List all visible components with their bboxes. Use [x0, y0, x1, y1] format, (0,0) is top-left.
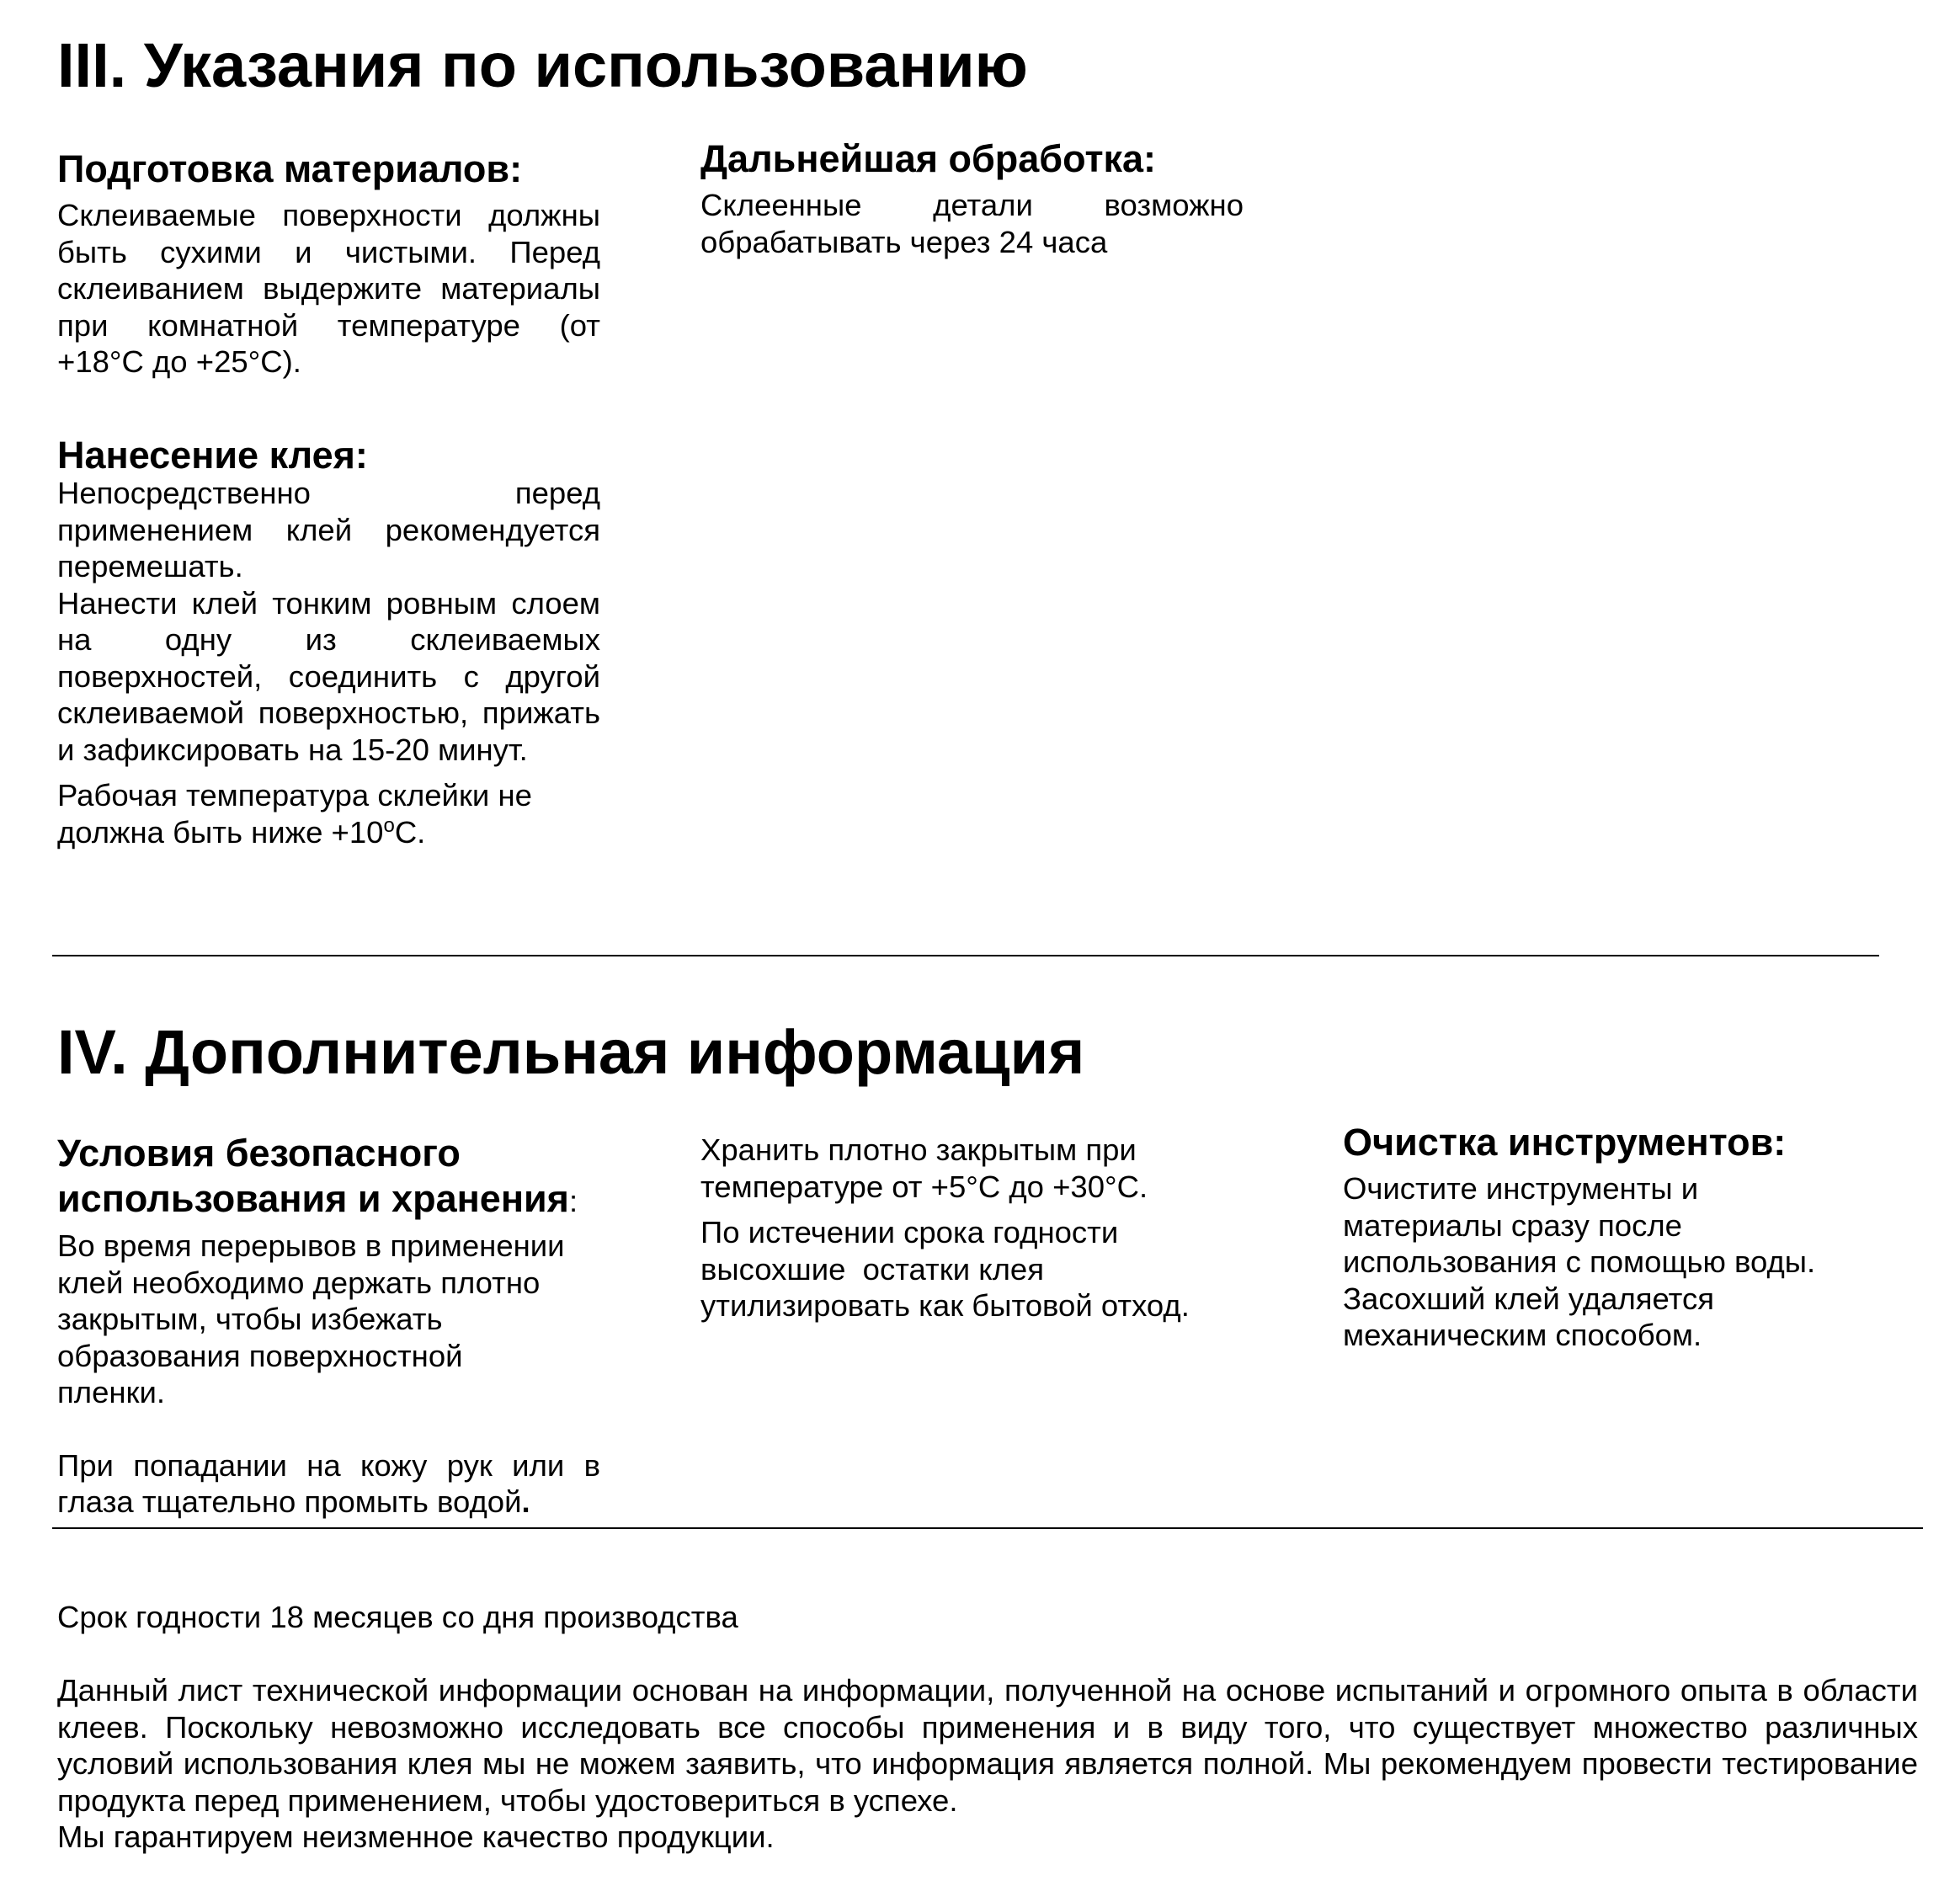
cleaning-line: материалы сразу после [1343, 1207, 1682, 1243]
apply-text-3-line1: Рабочая температура склейки не [57, 778, 532, 812]
storage-line: высохшие остатки клея [700, 1251, 1044, 1287]
safety-heading [57, 1131, 600, 1224]
cleaning-line: Засохший клей удаляется [1343, 1281, 1714, 1316]
prep-block [57, 147, 600, 381]
divider-2 [52, 1527, 1923, 1529]
guarantee-text: Мы гарантируем неизменное качество продукции. [57, 1819, 775, 1854]
storage-block [700, 1132, 1290, 1324]
safety-text-2-body: При попадании на кожу рук или в глаза тщательно промыть водой [57, 1447, 600, 1519]
safety-line: образования поверхностной [57, 1338, 463, 1373]
degree-sup: о [383, 813, 395, 837]
cleaning-text [1343, 1170, 1899, 1354]
safety-line: закрытым, чтобы избежать [57, 1302, 443, 1336]
apply-text-1: Непосредственно перед применением клей рекомендуется перемешать. [57, 476, 600, 583]
safety-block [57, 1131, 600, 1521]
further-heading: Дальнейшая обработка: [700, 137, 1157, 180]
cleaning-block [1343, 1120, 1899, 1354]
storage-line: температуре от +5°C до +30°C. [700, 1169, 1148, 1204]
further-text: Склеенные детали возможно обрабатывать через 24 часа [700, 188, 1244, 259]
prep-heading: Подготовка материалов: [57, 147, 523, 190]
apply-text-3-post: С. [394, 814, 426, 850]
cleaning-line: использования с помощью воды. [1343, 1244, 1816, 1279]
storage-line: Хранить плотно закрытым при [700, 1132, 1137, 1167]
apply-text-3 [57, 777, 600, 850]
disclaimer-text: Данный лист технической информации основан на информации, полученной на основе испытаний и огромного опыта в области клеев. Поскольку невозможно исследовать все способы применения и в виду того, что существует множество различных условий использования клея мы не можем заявить, что информация является полной. Мы рекомендуем провести тестирование продукта перед применением, чтобы удостовериться в успехе. [57, 1673, 1918, 1818]
storage-text-2 [700, 1214, 1290, 1324]
section-4-title: IV. Дополнительная информация [57, 1017, 1085, 1087]
safety-text-2 [57, 1447, 600, 1521]
section-3-title: III. Указания по использованию [57, 30, 1028, 100]
safety-heading-suffix: : [568, 1184, 578, 1218]
storage-line: По истечении срока годности [700, 1215, 1119, 1249]
apply-heading: Нанесение клея: [57, 434, 368, 477]
cleaning-heading: Очистка инструментов: [1343, 1121, 1787, 1164]
storage-text-1 [700, 1132, 1290, 1205]
divider-1 [52, 955, 1879, 956]
prep-text: Склеиваемые поверхности должны быть сухими и чистыми. Перед склеиванием выдержите материалы при комнатной температуре (от +18°C до +25°C). [57, 198, 600, 379]
safety-heading-text: Условия безопасного использования и хранения [57, 1132, 569, 1220]
safety-text-1 [57, 1228, 600, 1411]
apply-text-3-pre: должна быть ниже +10 [57, 814, 384, 850]
shelf-life-text: Срок годности 18 месяцев со дня производства [57, 1600, 738, 1634]
further-block [700, 136, 1244, 260]
storage-line: утилизировать как бытовой отход. [700, 1288, 1190, 1323]
apply-block [57, 433, 600, 850]
cleaning-line: механическим способом. [1343, 1318, 1702, 1352]
safety-line: Во время перерывов в применении [57, 1228, 565, 1263]
safety-line: пленки. [57, 1375, 166, 1409]
safety-line: клей необходимо держать плотно [57, 1265, 541, 1300]
safety-text-2-end: . [521, 1484, 530, 1519]
cleaning-line: Очистите инструменты и [1343, 1171, 1699, 1206]
apply-text-2: Нанести клей тонким ровным слоем на одну из склеиваемых поверхностей, соединить с другой склеиваемой поверхностью, прижать и зафиксировать на 15-20 минут. [57, 585, 600, 767]
